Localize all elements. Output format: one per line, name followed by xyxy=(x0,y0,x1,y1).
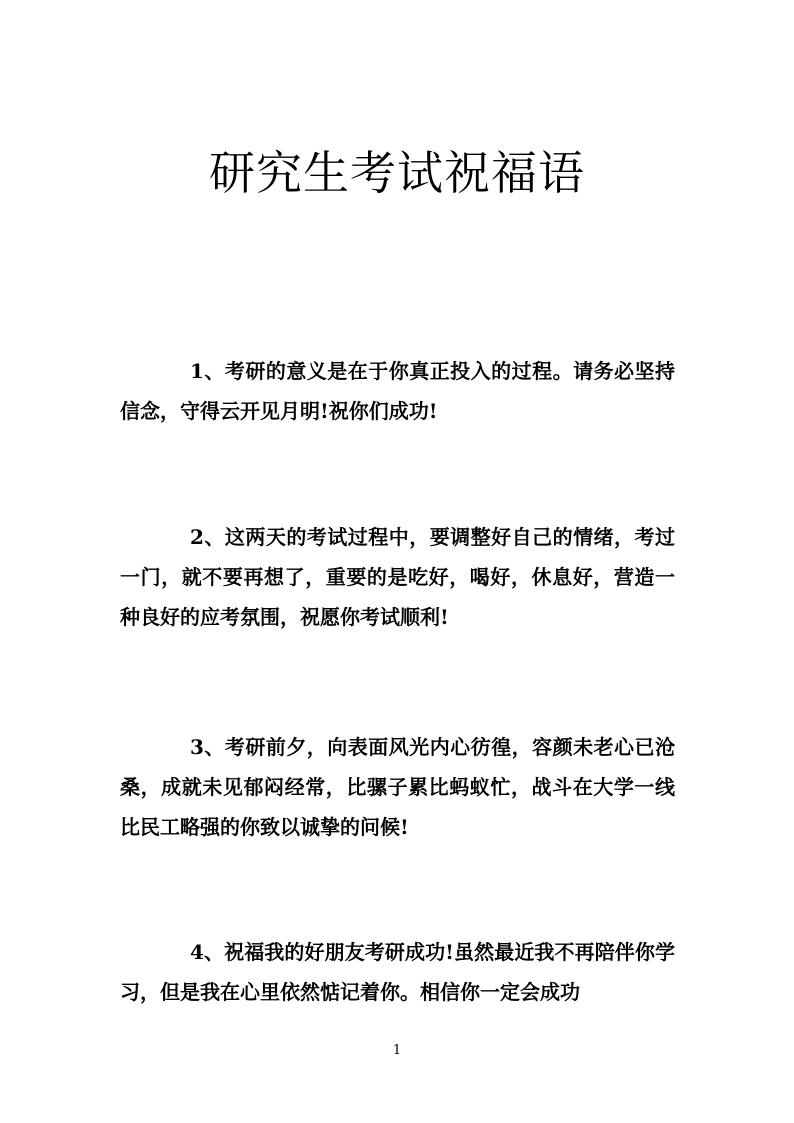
paragraph-2: 2、这两天的考试过程中，要调整好自己的情绪，考过一门，就不要再想了，重要的是吃好，喝好，休息好，营造一种良好的应考氛围，祝愿你考试顺利! xyxy=(120,525,675,629)
page-title: 研究生考试祝福语 xyxy=(209,146,585,200)
paragraph-1: 1、考研的意义是在于你真正投入的过程。请务必坚持信念，守得云开见月明!祝你们成功! xyxy=(120,359,675,423)
paragraph-4: 4、祝福我的好朋友考研成功!虽然最近我不再陪伴你学习，但是我在心里依然惦记着你。相信你一定会成功 xyxy=(120,940,675,1004)
paragraph-3: 3、考研前夕，向表面风光内心彷徨，容颜未老心已沧桑，成就未见郁闷经常，比骡子累比蚂蚁忙，战斗在大学一线比民工略强的你致以诚挚的问候! xyxy=(120,735,675,839)
page-number: 1 xyxy=(392,1043,402,1058)
